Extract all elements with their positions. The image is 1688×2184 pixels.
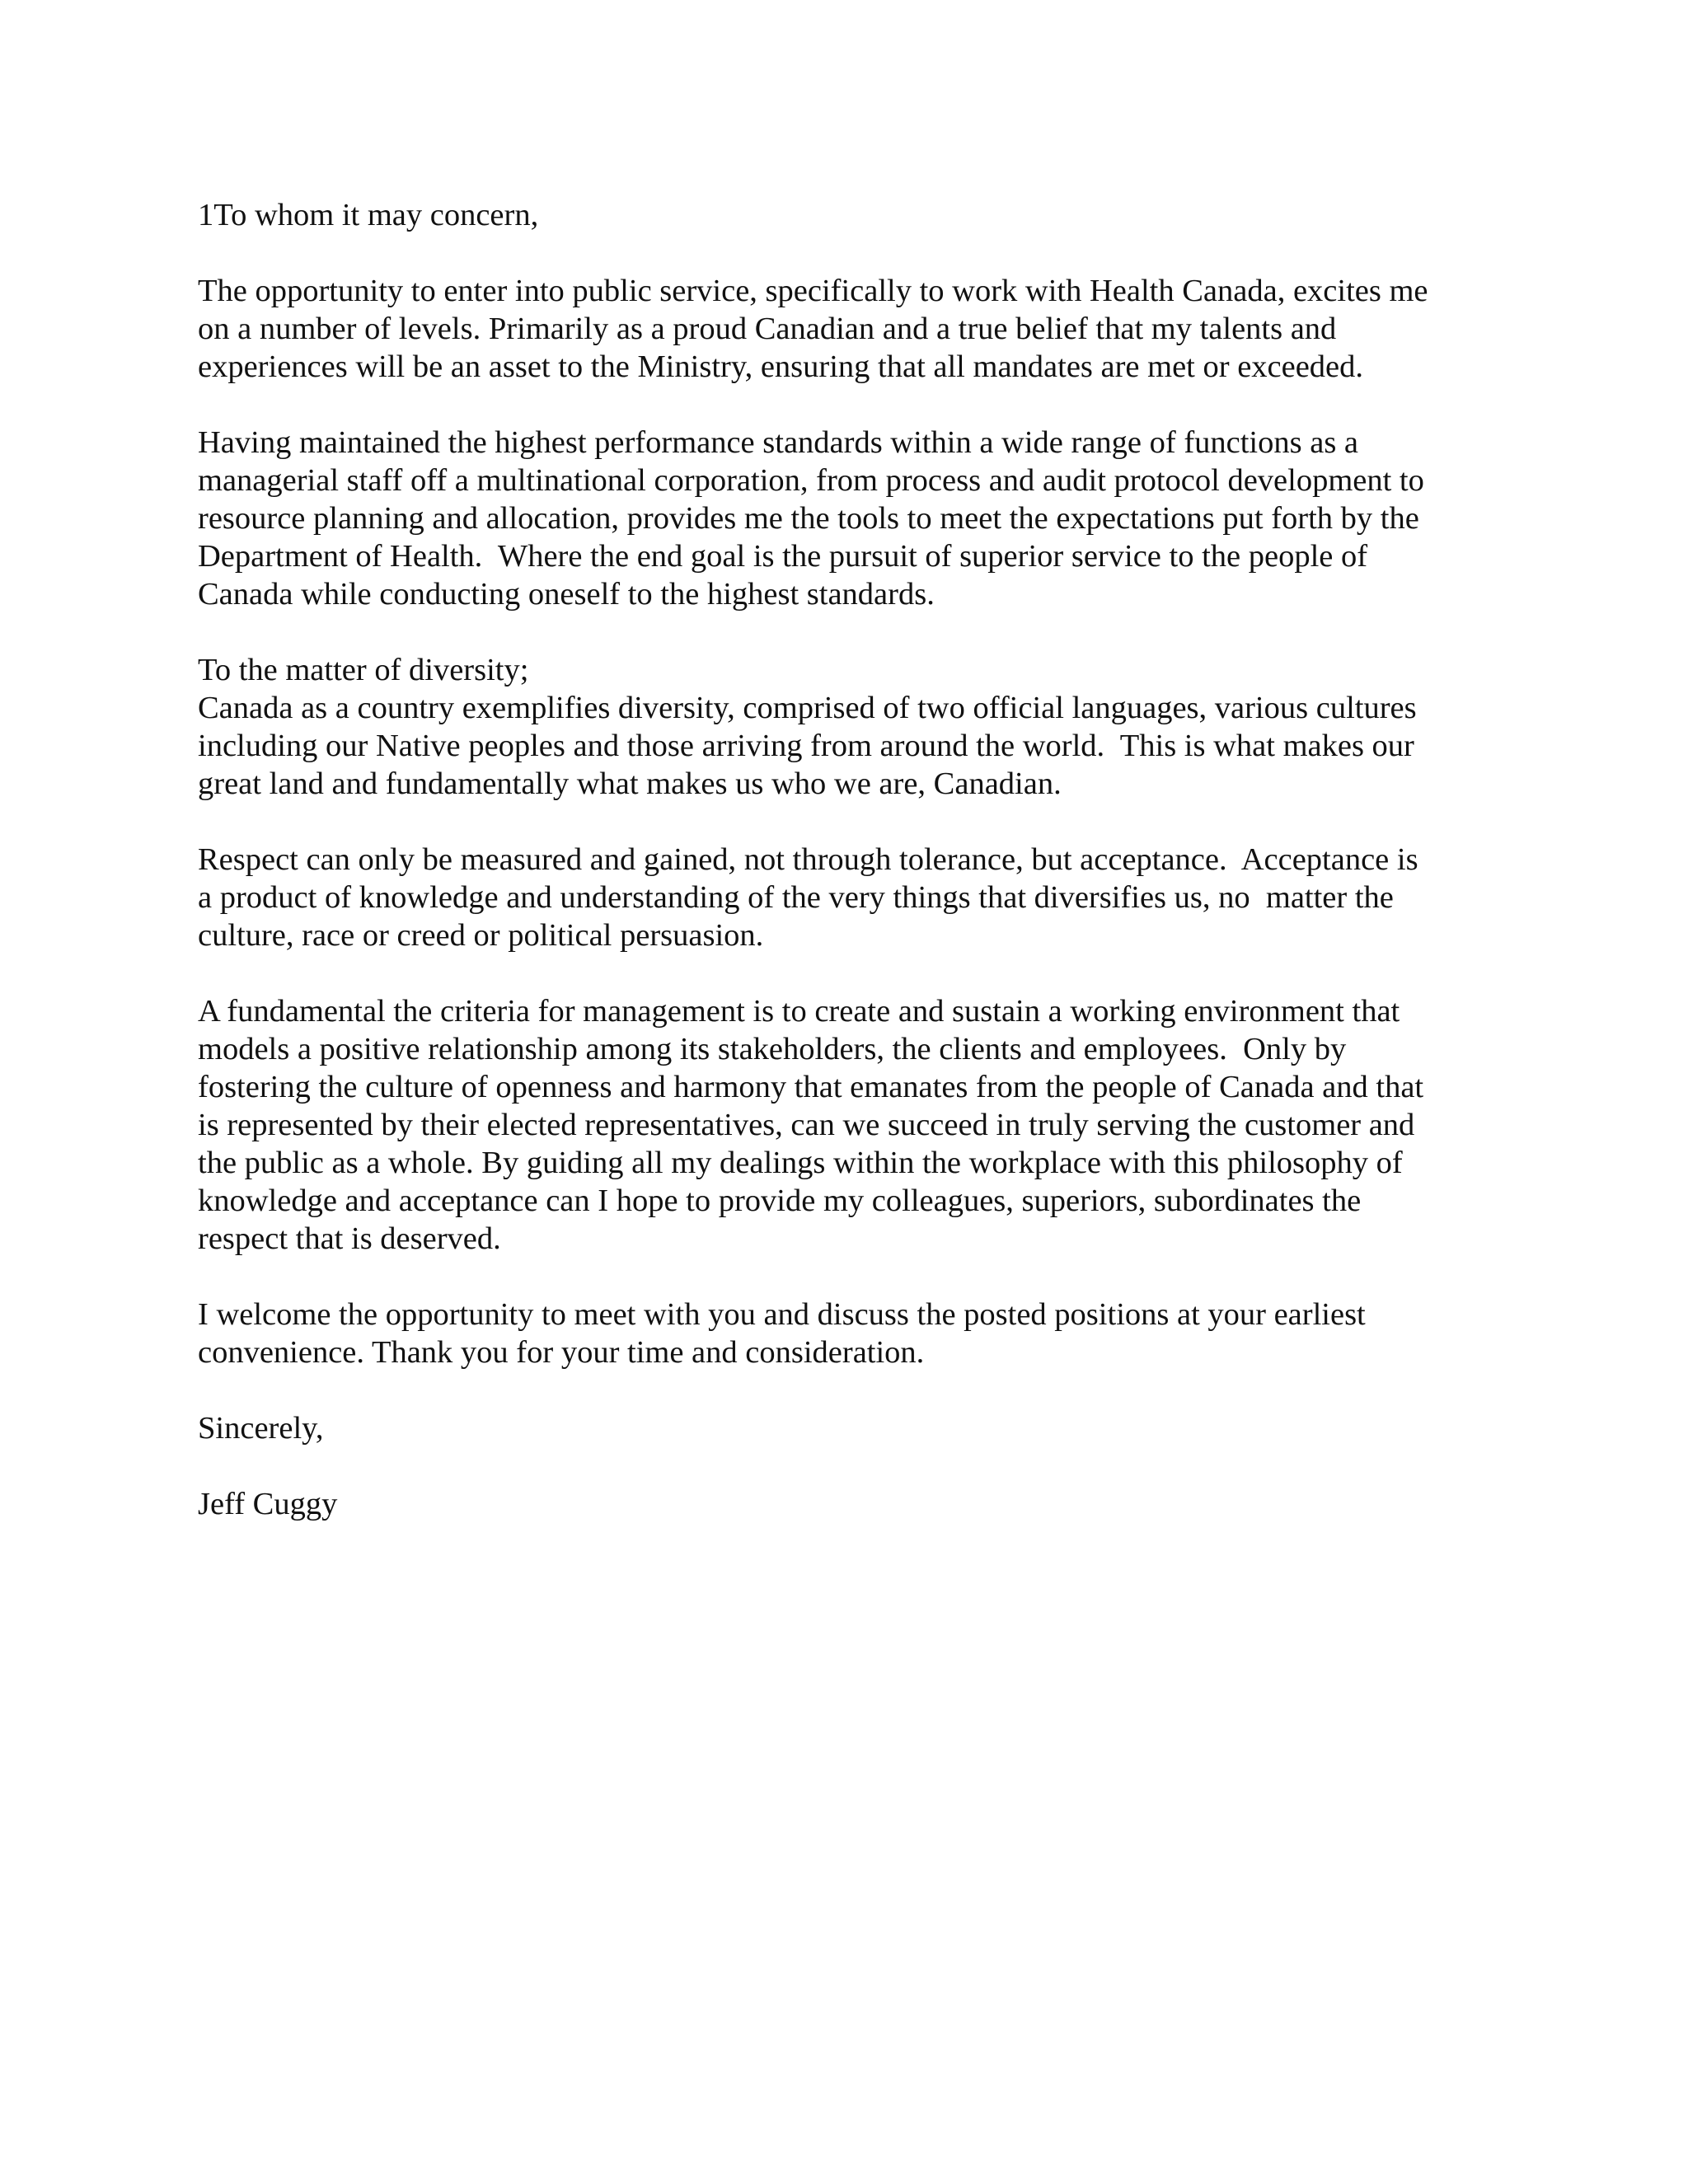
paragraph-line: respect that is deserved.: [198, 1221, 501, 1256]
salutation: [198, 196, 1500, 234]
letter-body: [198, 196, 1500, 1523]
paragraph-line: A fundamental the criteria for management is to create and sustain a working environment that: [198, 994, 1400, 1029]
signature-name: Jeff Cuggy: [198, 1487, 338, 1521]
paragraph-line: culture, race or creed or political persuasion.: [198, 918, 764, 953]
closing: [198, 1409, 1500, 1447]
closing-line: Sincerely,: [198, 1411, 324, 1446]
paragraph-intro: [198, 272, 1500, 386]
paragraph-line: knowledge and acceptance can I hope to provide my colleagues, superiors, subordinates the: [198, 1183, 1362, 1218]
paragraph-closing-remarks: [198, 1296, 1500, 1371]
paragraph-line: convenience. Thank you for your time and consideration.: [198, 1335, 925, 1370]
paragraph-line: is represented by their elected representatives, can we succeed in truly serving the customer and: [198, 1108, 1415, 1142]
paragraph-management: [198, 992, 1500, 1258]
paragraph-diversity: [198, 651, 1500, 803]
paragraph-line: Respect can only be measured and gained, not through tolerance, but acceptance. Acceptance is: [198, 842, 1418, 877]
paragraph-line: Canada as a country exemplifies diversity, comprised of two official languages, various cultures: [198, 691, 1417, 725]
paragraph-line: The opportunity to enter into public service, specifically to work with Health Canada, excites me: [198, 274, 1428, 308]
diversity-heading: To the matter of diversity;: [198, 653, 529, 687]
paragraph-respect: [198, 841, 1500, 954]
paragraph-line: experiences will be an asset to the Ministry, ensuring that all mandates are met or exceeded.: [198, 349, 1364, 384]
paragraph-line: great land and fundamentally what makes us who we are, Canadian.: [198, 766, 1062, 801]
paragraph-line: Canada while conducting oneself to the highest standards.: [198, 577, 935, 612]
paragraph-line: resource planning and allocation, provides me the tools to meet the expectations put forth by the: [198, 501, 1419, 536]
salutation-line: 1To whom it may concern,: [198, 198, 539, 232]
paragraph-line: Having maintained the highest performance standards within a wide range of functions as a: [198, 425, 1359, 460]
paragraph-line: on a number of levels. Primarily as a proud Canadian and a true belief that my talents and: [198, 312, 1337, 346]
signature: [198, 1485, 1500, 1523]
paragraph-line: fostering the culture of openness and harmony that emanates from the people of Canada and that: [198, 1070, 1424, 1104]
paragraph-line: Department of Health. Where the end goal is the pursuit of superior service to the people of: [198, 539, 1368, 574]
paragraph-experience: [198, 424, 1500, 613]
paragraph-line: a product of knowledge and understanding of the very things that diversifies us, no matter the: [198, 880, 1394, 915]
paragraph-line: models a positive relationship among its stakeholders, the clients and employees. Only by: [198, 1032, 1347, 1066]
paragraph-line: including our Native peoples and those arriving from around the world. This is what makes our: [198, 729, 1414, 763]
paragraph-line: I welcome the opportunity to meet with you and discuss the posted positions at your earliest: [198, 1297, 1366, 1332]
paragraph-line: the public as a whole. By guiding all my dealings within the workplace with this philosophy of: [198, 1146, 1403, 1180]
paragraph-line: managerial staff off a multinational corporation, from process and audit protocol development to: [198, 463, 1424, 498]
